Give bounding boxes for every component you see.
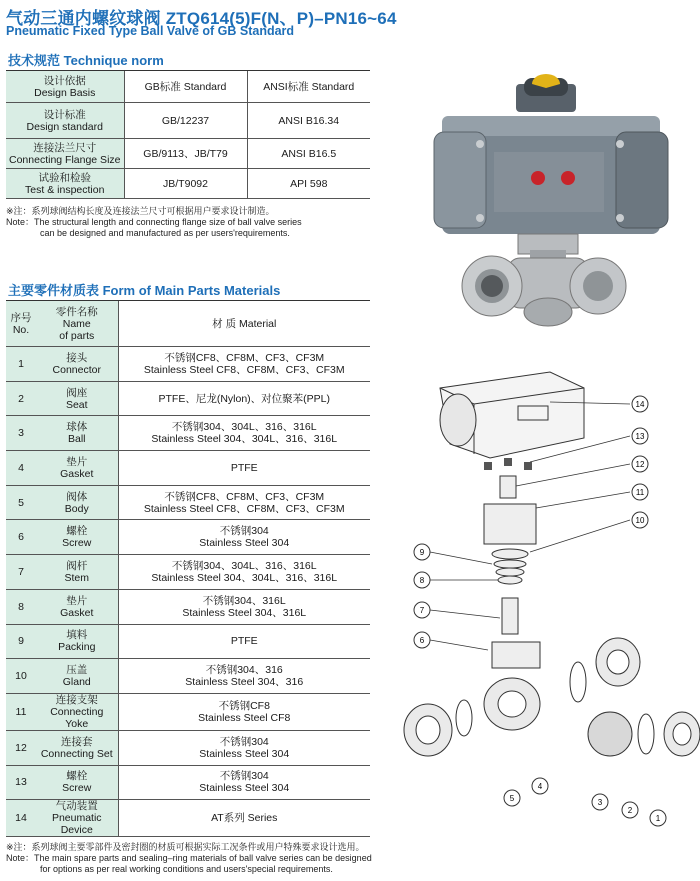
- technique-label: [6, 103, 124, 139]
- page-subtitle: Pneumatic Fixed Type Ball Valve of GB Standard: [6, 24, 295, 38]
- materials-material: [118, 589, 370, 624]
- materials-material-line2: Stainless Steel 304、316: [185, 676, 304, 689]
- materials-part-en: Gland: [62, 676, 91, 689]
- materials-part: [36, 555, 118, 590]
- materials-part-cn: 垫片: [66, 594, 88, 607]
- materials-no: 13: [6, 765, 36, 800]
- materials-row: [6, 555, 370, 590]
- materials-row: [6, 730, 370, 765]
- materials-part: [36, 659, 118, 694]
- technique-note-en2: can be designed and manufactured as per users'requirements.: [40, 228, 290, 238]
- materials-part: [36, 800, 118, 837]
- materials-material-line1: 不锈钢304: [219, 525, 269, 538]
- materials-material-line1: 不锈钢CF8、CF8M、CF3、CF3M: [164, 351, 325, 364]
- materials-material: [118, 381, 370, 416]
- materials-note-en2: for options as per real working conditions and users'special requirements.: [40, 864, 333, 874]
- materials-row: [6, 659, 370, 694]
- materials-note-cn: ※注：系列球阀主要零部件及密封圈的材质可根据实际工况条件或用户特殊要求设计选用。: [6, 842, 365, 852]
- callout-12: [632, 456, 648, 472]
- valve-product-photo: [420, 72, 690, 352]
- materials-no: 7: [6, 555, 36, 590]
- svg-text:9: 9: [419, 548, 425, 557]
- materials-material-line1: 不锈钢CF8、CF8M、CF3、CF3M: [164, 490, 325, 503]
- header-name-en2: of parts: [59, 329, 95, 342]
- materials-no: 11: [6, 693, 36, 730]
- materials-material: [118, 347, 370, 382]
- materials-material-line2: Stainless Steel 304、316L: [182, 606, 307, 619]
- callout-13: [632, 428, 648, 444]
- materials-part-en: Pneumatic Device: [51, 812, 102, 837]
- materials-part-en: Ball: [67, 433, 86, 446]
- callout-7: [414, 602, 430, 618]
- materials-material: [118, 416, 370, 451]
- materials-row: [6, 624, 370, 659]
- callout-4: [532, 778, 548, 794]
- materials-row: [6, 451, 370, 486]
- materials-part: [36, 520, 118, 555]
- technique-section-title: 技术规范 Technique norm: [8, 53, 164, 68]
- page-title: 气动三通内螺纹球阀 ZTQ614(5)F(N、P)–PN16~64: [6, 9, 397, 28]
- materials-row: [6, 589, 370, 624]
- materials-material: [118, 485, 370, 520]
- header-no: [6, 301, 36, 347]
- materials-note: [6, 842, 372, 875]
- callout-10: [632, 512, 648, 528]
- materials-material-line1: PTFE: [230, 461, 258, 474]
- materials-part-en: Seat: [65, 398, 88, 411]
- materials-part-en: Body: [64, 502, 89, 515]
- materials-part: [36, 589, 118, 624]
- materials-material: [118, 520, 370, 555]
- svg-text:2: 2: [627, 806, 633, 815]
- materials-no: 1: [6, 347, 36, 382]
- materials-material-line2: Stainless Steel CF8: [198, 711, 291, 724]
- materials-material-line2: Stainless Steel 304: [199, 782, 290, 795]
- svg-text:13: 13: [635, 432, 645, 441]
- technique-note-cn: ※注：系列球阀结构长度及连接法兰尺寸可根据用户要求设计制造。: [6, 206, 275, 216]
- materials-part-cn: 气动装置: [55, 800, 98, 813]
- materials-material-line1: 不锈钢304: [219, 770, 269, 783]
- materials-no: 14: [6, 800, 36, 837]
- callout-14: [632, 396, 648, 412]
- materials-material: [118, 659, 370, 694]
- technique-label-en: Test & inspection: [25, 183, 105, 196]
- materials-material-line1: PTFE: [230, 635, 258, 648]
- materials-part-en: Connecting Yoke: [50, 705, 104, 730]
- materials-material-line1: 不锈钢304: [219, 735, 269, 748]
- technique-ansi: API 598: [247, 169, 370, 199]
- materials-part-cn: 连接支架: [55, 693, 98, 706]
- diagram-screws: [484, 458, 532, 470]
- technique-label-en: Connecting Flange Size: [9, 153, 121, 166]
- materials-part: [36, 485, 118, 520]
- materials-material: [118, 765, 370, 800]
- materials-part-cn: 阀座: [66, 386, 88, 399]
- materials-material: [118, 693, 370, 730]
- materials-part-en: Gasket: [60, 467, 94, 480]
- materials-material: [118, 624, 370, 659]
- technique-label: [6, 139, 124, 169]
- materials-material-line1: 不锈钢304、304L、316、316L: [171, 559, 317, 572]
- materials-part-cn: 阀杆: [66, 559, 88, 572]
- technique-label-en: Design standard: [26, 120, 103, 133]
- materials-part-cn: 连接套: [61, 735, 93, 748]
- materials-no: 4: [6, 451, 36, 486]
- svg-text:1: 1: [655, 814, 661, 823]
- technique-gb: GB/9113、JB/T79: [124, 139, 247, 169]
- exploded-diagram: [400, 358, 700, 838]
- materials-no: 5: [6, 485, 36, 520]
- materials-section-title: 主要零件材质表 Form of Main Parts Materials: [8, 283, 281, 298]
- materials-part-en: Screw: [62, 782, 92, 795]
- materials-material: [118, 730, 370, 765]
- materials-material-line2: Stainless Steel CF8、CF8M、CF3、CF3M: [143, 363, 345, 376]
- materials-part-en: Connecting Set: [40, 747, 113, 760]
- materials-part-en: Screw: [62, 537, 92, 550]
- svg-text:11: 11: [635, 488, 645, 497]
- materials-row: [6, 381, 370, 416]
- svg-text:4: 4: [537, 782, 543, 791]
- technique-row: [6, 71, 370, 103]
- materials-part-cn: 螺栓: [66, 770, 88, 783]
- materials-part-cn: 接头: [66, 351, 88, 364]
- technique-row: [6, 139, 370, 169]
- materials-row: [6, 765, 370, 800]
- callout-3: [592, 794, 608, 810]
- materials-material-line2: Stainless Steel CF8、CF8M、CF3、CF3M: [143, 502, 345, 515]
- materials-row: [6, 520, 370, 555]
- materials-material-line2: Stainless Steel 304: [199, 747, 290, 760]
- materials-row: [6, 485, 370, 520]
- svg-text:3: 3: [597, 798, 603, 807]
- svg-text:8: 8: [419, 576, 425, 585]
- materials-table: [6, 300, 370, 837]
- svg-text:6: 6: [419, 636, 425, 645]
- materials-material-line1: 不锈钢CF8: [218, 699, 270, 712]
- materials-material-line1: AT系列 Series: [211, 812, 278, 825]
- materials-part-cn: 螺栓: [66, 525, 88, 538]
- callout-1: [650, 810, 666, 826]
- technique-note: [6, 206, 302, 239]
- materials-part-en: Packing: [58, 641, 96, 654]
- svg-text:7: 7: [419, 606, 425, 615]
- header-material: 材 质 Material: [118, 301, 370, 347]
- diagram-actuator: [440, 372, 584, 458]
- technique-note-en1: Note：The structural length and connecting flange size of ball valve series: [6, 217, 302, 227]
- svg-text:14: 14: [635, 400, 645, 409]
- header-name: [36, 301, 118, 347]
- materials-part: [36, 730, 118, 765]
- callout-11: [632, 484, 648, 500]
- technique-row: [6, 169, 370, 199]
- technique-label-en: Design Basis: [34, 86, 96, 99]
- materials-part: [36, 693, 118, 730]
- header-no-en: No.: [12, 323, 30, 336]
- materials-part: [36, 381, 118, 416]
- diagram-stem-set: [484, 476, 540, 668]
- callout-5: [504, 790, 520, 806]
- technique-label-cn: 试验和检验: [38, 171, 91, 184]
- materials-no: 10: [6, 659, 36, 694]
- materials-material-line1: 不锈钢304、316L: [202, 594, 286, 607]
- technique-label-cn: 设计标准: [43, 108, 86, 121]
- materials-material-line2: Stainless Steel 304、304L、316、316L: [151, 433, 338, 446]
- header-name-en1: Name: [62, 317, 91, 330]
- materials-header-row: [6, 301, 370, 347]
- materials-part: [36, 416, 118, 451]
- materials-no: 2: [6, 381, 36, 416]
- callout-2: [622, 802, 638, 818]
- materials-row: [6, 800, 370, 837]
- svg-text:10: 10: [635, 516, 645, 525]
- materials-no: 9: [6, 624, 36, 659]
- materials-part-cn: 垫片: [66, 455, 88, 468]
- materials-part-cn: 填料: [66, 629, 88, 642]
- technique-ansi: ANSI B16.34: [247, 103, 370, 139]
- materials-part-cn: 阀体: [66, 490, 88, 503]
- technique-ansi: ANSI标准 Standard: [247, 71, 370, 103]
- technique-table: [6, 70, 370, 199]
- technique-label: [6, 169, 124, 199]
- materials-part: [36, 765, 118, 800]
- materials-material: [118, 800, 370, 837]
- materials-no: 12: [6, 730, 36, 765]
- svg-text:12: 12: [635, 460, 645, 469]
- materials-material-line1: PTFE、尼龙(Nylon)、对位聚苯(PPL): [158, 392, 330, 405]
- materials-row: [6, 347, 370, 382]
- materials-part-cn: 压盖: [66, 664, 88, 677]
- materials-row: [6, 416, 370, 451]
- technique-row: [6, 103, 370, 139]
- materials-material-line1: 不锈钢304、316: [205, 664, 283, 677]
- materials-material: [118, 555, 370, 590]
- materials-row: [6, 693, 370, 730]
- header-no-cn: 序号: [10, 311, 32, 324]
- materials-material-line2: Stainless Steel 304、304L、316、316L: [151, 571, 338, 584]
- svg-text:5: 5: [509, 794, 515, 803]
- header-name-cn: 零件名称: [55, 305, 98, 318]
- technique-gb: GB/12237: [124, 103, 247, 139]
- materials-no: 3: [6, 416, 36, 451]
- callout-8: [414, 572, 430, 588]
- technique-label-cn: 连接法兰尺寸: [33, 141, 97, 154]
- materials-material-line2: Stainless Steel 304: [199, 537, 290, 550]
- materials-material-line1: 不锈钢304、304L、316、316L: [171, 421, 317, 434]
- callout-9: [414, 544, 430, 560]
- technique-ansi: ANSI B16.5: [247, 139, 370, 169]
- technique-gb: JB/T9092: [124, 169, 247, 199]
- materials-part-en: Connector: [52, 363, 101, 376]
- technique-gb: GB标准 Standard: [124, 71, 247, 103]
- materials-part-en: Stem: [64, 571, 89, 584]
- materials-no: 6: [6, 520, 36, 555]
- materials-part-cn: 球体: [66, 421, 88, 434]
- materials-material: [118, 451, 370, 486]
- materials-part: [36, 624, 118, 659]
- technique-label-cn: 设计依据: [43, 74, 86, 87]
- materials-part: [36, 347, 118, 382]
- materials-part: [36, 451, 118, 486]
- diagram-body: [404, 638, 700, 756]
- callout-6: [414, 632, 430, 648]
- materials-note-en1: Note：The main spare parts and sealing–ring materials of ball valve series can be designed: [6, 853, 372, 863]
- technique-label: [6, 71, 124, 103]
- materials-no: 8: [6, 589, 36, 624]
- materials-part-en: Gasket: [60, 606, 94, 619]
